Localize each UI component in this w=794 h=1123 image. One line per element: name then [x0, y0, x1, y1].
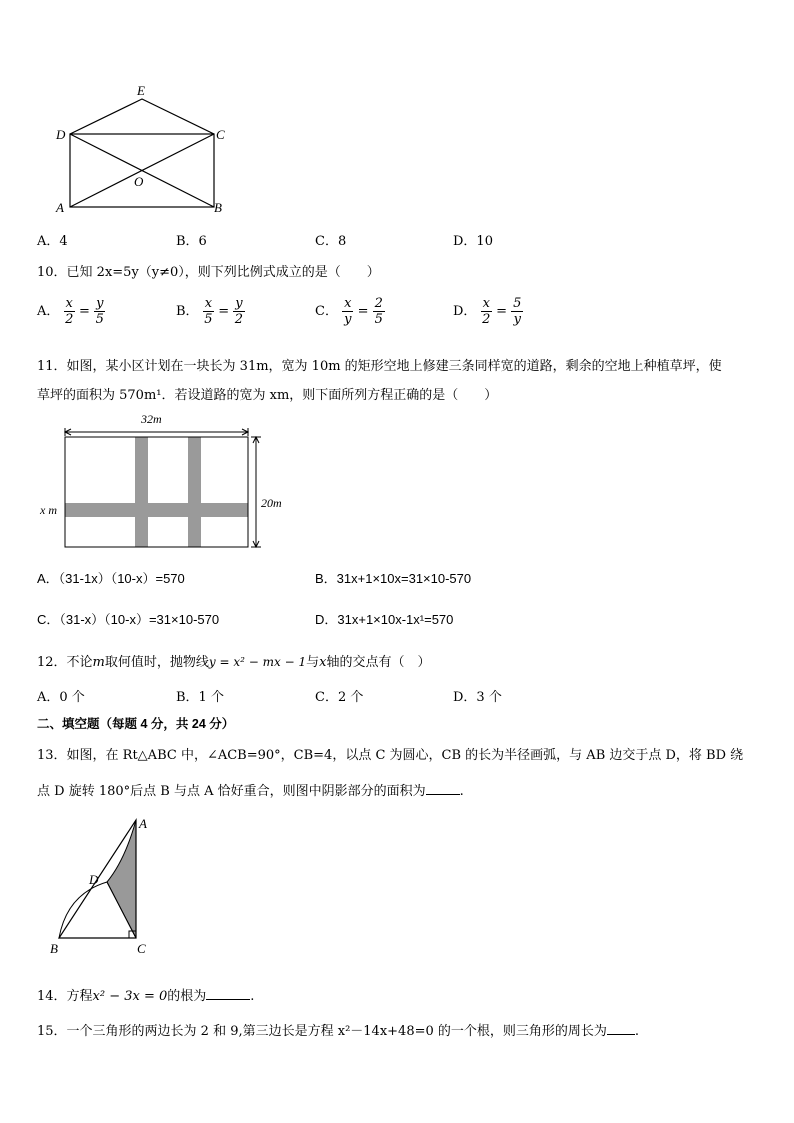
q11-option-b: B．31x+1×10x=31×10-570: [315, 571, 472, 586]
q10-option-b: B． $\frac{x}{5}$ = $\frac{y}{2}$: [176, 296, 244, 327]
q13-stem-line1: 13．如图，在 Rt△ABC 中，∠ACB=90°，CB=4，以点 C 为圆心，CB 的长为半径画弧，与 AB 边交于点 D，将 BD 绕: [37, 748, 744, 763]
figure-q11-field: [35, 410, 310, 555]
label-d: D: [56, 127, 66, 142]
road-vertical-1: [135, 437, 148, 547]
q10-option-d: D． $\frac{x}{2}$ = $\frac{5}{y}$: [453, 296, 522, 327]
figure-q13-triangle: [45, 812, 165, 962]
q10-option-a: A． $\frac{x}{2}$ = $\frac{y}{5}$: [37, 296, 104, 327]
section-heading-fill-in: 二、填空题（每题 4 分，共 24 分）: [37, 717, 235, 731]
road-horizontal: [65, 503, 248, 517]
q9-option-d: D．10: [453, 234, 493, 249]
arc-bd: [59, 882, 107, 938]
q12-option-d: D．3 个: [453, 690, 502, 705]
label-e: E: [137, 83, 145, 98]
q12-option-a: A．0 个: [37, 690, 85, 705]
q9-option-b: B．6: [176, 234, 207, 249]
road-vertical-2: [188, 437, 201, 547]
q11-option-d: D．31x+1×10x-1x¹=570: [315, 612, 454, 627]
label-c: C: [216, 127, 225, 142]
q10-stem: 10．已知 2x=5y（y≠0），则下列比例式成立的是（ ）: [37, 265, 380, 280]
label-c: C: [137, 941, 146, 956]
triangle-dec: [70, 99, 214, 134]
q10-option-c: C． $\frac{x}{y}$ = $\frac{2}{5}$: [315, 296, 383, 327]
label-b: B: [214, 200, 222, 215]
q13-stem-line2: 点 D 旋转 180°后点 B 与点 A 恰好重合，则图中阴影部分的面积为 .: [37, 784, 464, 799]
label-a: A: [139, 816, 147, 831]
q14-answer-blank[interactable]: [206, 987, 250, 1000]
q11-option-a: A．（31-1x）（10-x）=570: [37, 571, 185, 586]
q12-option-b: B．1 个: [176, 690, 224, 705]
dim-right-label: 20m: [261, 496, 282, 510]
q15-stem: 15．一个三角形的两边长为 2 和 9,第三边长是方程 x²－14x+48=0 的一个根，则三角形的周长为 .: [37, 1024, 640, 1039]
q9-option-c: C．8: [315, 234, 347, 249]
road-width-label: x m: [40, 503, 57, 517]
label-b: B: [50, 941, 58, 956]
dim-top-label: 32m: [141, 412, 162, 426]
q12-stem: 12．不论m取何值时，抛物线y = x² − mx − 1与x轴的交点有（ ）: [37, 655, 431, 670]
q11-option-c: C．（31-x）（10-x）=31×10-570: [37, 612, 220, 627]
q11-stem-line2: 草坪的面积为 570m¹．若设道路的宽为 xm，则下面所列方程正确的是（ ）: [37, 388, 498, 403]
label-d: D: [89, 872, 99, 887]
label-o: O: [134, 174, 144, 189]
q11-stem-line1: 11．如图，某小区计划在一块长为 31m，宽为 10m 的矩形空地上修建三条同样宽的道路，剩余的空地上种植草坪，使: [37, 359, 722, 374]
q12-option-c: C．2 个: [315, 690, 364, 705]
shaded-region: [107, 820, 136, 938]
field-rect: [65, 437, 248, 547]
figure-q9-rectangle: [50, 82, 240, 217]
q9-option-a: A．4: [37, 234, 68, 249]
label-a: A: [56, 200, 64, 215]
q15-answer-blank[interactable]: [607, 1022, 635, 1035]
q14-stem: 14．方程x² − 3x = 0的根为 .: [37, 989, 255, 1004]
q13-answer-blank[interactable]: [426, 782, 460, 795]
